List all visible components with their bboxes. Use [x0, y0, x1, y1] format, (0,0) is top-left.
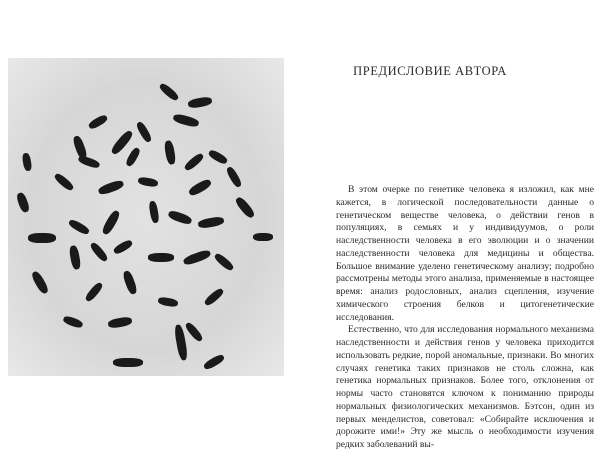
chromosome-mark [15, 192, 30, 214]
chromosome-mark [213, 252, 235, 272]
chromosome-photo [8, 58, 284, 376]
chromosome-mark [30, 270, 50, 295]
chromosome-mark [183, 152, 205, 172]
chromosome-mark [157, 296, 178, 307]
chromosome-mark [148, 253, 174, 262]
chromosome-mark [184, 321, 204, 343]
chromosome-mark [187, 96, 212, 109]
chromosome-mark [202, 353, 225, 371]
chromosome-mark [187, 178, 212, 198]
preface-text [336, 184, 594, 452]
chromosome-mark [137, 176, 158, 187]
chromosome-mark [68, 245, 81, 270]
chromosome-mark [67, 218, 90, 236]
chromosome-mark [225, 165, 243, 188]
chromosome-mark [28, 233, 56, 243]
chromosome-mark [125, 146, 142, 167]
paragraph: Естественно, что для исследования нормального механизма наследственности и действия генов у человека приходится использовать редкие, порой аномальные, признаки. Во многих случаях генетика таких признаков не столь сложна, как генетика нормальных признаков. Более того, отклонения от нормы часто становятся ключом к пониманию природы нормальных физиологических механизмов. Бэтсон, один из первых менделистов, советовал: «Собирайте исключения и дорожите ими!» Эту же мысль о необходимости изучения редких заболеваний вы- [336, 324, 594, 450]
chromosome-mark [148, 200, 160, 223]
chromosome-mark [89, 241, 109, 263]
chromosome-mark [172, 113, 199, 128]
chromosome-mark [53, 172, 75, 192]
chromosome-mark [97, 179, 125, 196]
chromosome-mark [203, 287, 225, 307]
chromosome-mark [62, 315, 84, 329]
chromosome-mark [112, 239, 133, 256]
chromosome-mark [163, 140, 176, 165]
chromosome-mark [84, 281, 104, 303]
chromosome-mark [135, 120, 153, 143]
chromosome-mark [167, 209, 193, 226]
chromosome-mark [253, 233, 273, 241]
chromosome-mark [234, 195, 256, 219]
paragraph: В этом очерке по генетике человека я изложил, как мне кажется, в логической последовательности данные о генетическом веществе человека, о действии генов в популяциях, в семьях и у индивидуумов, о роли наследственности человека в его эволюции и о значении наследственности человека для медицины и общества. Большое внимание уделено генетическому анализу; подробно рассмотрены методы этого анализа, применяемые в настоящее время: анализ родословных, анализ сцепления, изучение химического строения белков и цитогенетические исследования. [336, 184, 594, 323]
chromosome-mark [87, 114, 108, 131]
chromosome-mark [158, 82, 180, 102]
chromosome-mark [197, 216, 224, 229]
chromosome-mark [182, 248, 211, 266]
chromosome-mark [107, 316, 132, 329]
chromosome-mark [77, 154, 100, 169]
page-title: ПРЕДИСЛОВИЕ АВТОРА [353, 64, 507, 78]
chromosome-mark [207, 149, 228, 166]
chromosome-mark [101, 209, 122, 236]
chromosome-mark [21, 152, 32, 171]
chromosome-mark [122, 270, 139, 296]
chromosome-mark [113, 358, 143, 367]
